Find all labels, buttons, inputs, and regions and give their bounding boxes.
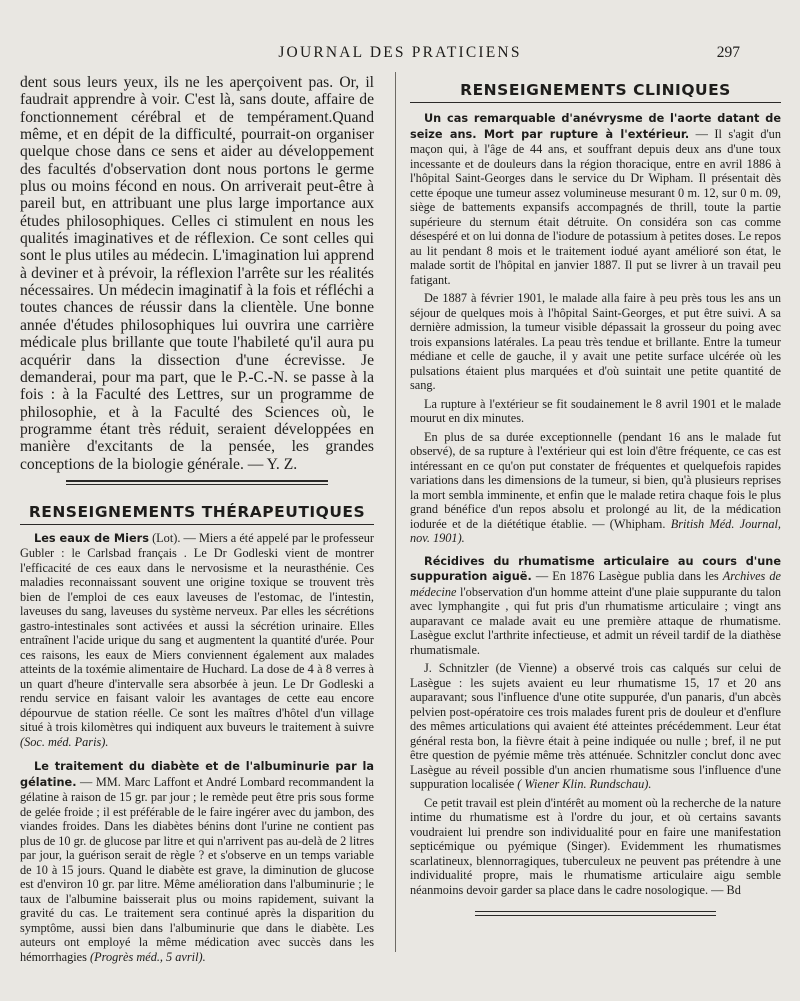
case1-paragraph (410, 430, 781, 546)
intro-paragraph: dent sous leurs yeux, ils ne les aperçoivent pas. Or, il faudrait apprendre à voir. C'est là, sans doute, affaire de fonctionnement cérébral et de tempérament.Quand même, et en dépit de la difficulté, pourrait-on organiser quelque chose dans ce sens et aider au développement des facultés d'observation dont nous portons le germe plus ou moins fécond en nous. On arriverait peut-être à pareil but, en attribuant une plus large importance aux études philosophiques. Celles ci stimulent en nous les qualités imaginatives et de réflexion. Ce sont celles qui sont le plus utiles au médecin. L'imagination lui apprend à deviner et à prévoir, la réflexion l'arrête sur les réalités nécessaires. Un médecin imaginatif à la fois et réfléchi a toutes chances de réussir dans la clientèle. Une bonne année d'études philosophiques lui ouvrira une carrière médicale plus brillante que toute l'habileté qu'il aura pu acquérir dans la dissection d'une écrevisse. Je demanderai, pour ma part, que le P.-C.-N. se passe à la fois : à la Faculté des Lettres, sur un programme de philosophie, et à la Faculté des Sciences où, le programme étant très réduit, seraient développées en manière d'excitants de la pensée, les grandes conceptions de la biologie générale. — Y. Z. (20, 74, 374, 473)
article-text: J. Schnitzler (de Vienne) a observé trois cas calqués sur celui de Lasègue : les sujets avaient eu leur rhumatisme 15, 17 et 20 ans auparavant; sous l'influence d'une otite suppurée, d'un panaris, d'un abcès pelvien post-opératoire ces trois malades furent pris de douleur et d'enflure des mêmes articulations qui avaient été atteintes précédemment. Leur état général resta bon, la fièvre était à peine indiquée ou nulle ; bref, il ne put être question de pyémie même très atténuée. Schnitzler conclut donc avec Lasègue au réveil possible d'un ancien rhumatisme sous l'influence d'une suppuration localisée (410, 661, 781, 791)
case2-intro (410, 554, 781, 658)
article-head: Récidives du rhumatisme articulaire au cours d'une suppuration aiguë. (410, 554, 781, 583)
article-source: ( Wiener Klin. Rundschau). (517, 777, 652, 791)
article-head: Les eaux de Miers (34, 531, 149, 545)
article-text: (Lot). — Miers a été appelé par le professeur Gubler : le Carlsbad français . Le Dr Godleski vient de montrer l'efficacité de ces eaux dans le nervosisme et la neurasthénie. Ces maladies reconnaissant souvent une origine toxique se trouvent très bien de l'emploi de ces eaux laveuses de l'estomac, de l'intestin, laveuses du sang, laveuses du système nerveux. Par elles les sécrétions gastro-intestinales sont activées et aussi la sécrétion urinaire. Elles entraînent l'acide urique du sang et augmentent la quantité d'urée. Pour ces raisons, les eaux de Miers conviennent également aux malades atteints de la toxémie alimentaire de Huchard. La dose de 4 à 8 verres à un quart d'heure d'intervalle sera absorbée à jeun. Le Dr Godleski a rendu service en faisant valoir les avantages de cette eau encore dépourvue de station réelle. Ce sont les maîtres d'hôtel d'un village situé à trois kilomètres qui indiquent aux buveurs le traitement à suivre (20, 530, 374, 735)
right-column (410, 74, 781, 916)
case1-paragraph: De 1887 à février 1901, le malade alla faire à peu près tous les ans un séjour de quelques mois à l'hôpital Saint-Georges, et put être suivi. A sa dernière admission, la tumeur visible dépassait la grosseur du poing avec trois expansions latérales. La peau très tendue et brillante. Entre la tumeur médiane et celle de gauche, il y avait une petite surface ulcérée où les pulsations étaient plus marquées et d'où suintait une petite quantité de sang. (410, 291, 781, 392)
section-divider (66, 480, 328, 485)
journal-title: JOURNAL DES PRATICIENS (278, 44, 522, 61)
article-head: Un cas remarquable d'anévrysme de l'aorte datant de seize ans. Mort par rupture à l'extérieur. (410, 112, 781, 141)
column-divider (395, 72, 396, 952)
case2-paragraph: Ce petit travail est plein d'intérêt au moment où la recherche de la nature intime du rhumatisme est à l'ordre du jour, et où certains savants voudraient lui prendre son individualité pour en faire une manifestation septicémique ou pyémique (Singer). Evidemment les rhumatismes scarlatineux, blennorragiques, tuberculeux ne peuvent pas prétendre à une individualité propre, mais le rhumatisme articulaire aigu semble néanmoins devoir garder sa place dans le cadre nosologique. — Bd (410, 795, 781, 897)
section-title-cliniques: RENSEIGNEMENTS CLINIQUES (410, 81, 781, 103)
article-gelatine (20, 759, 374, 964)
journal-reference: Archives de médecine (410, 569, 782, 599)
case1-intro (410, 111, 781, 287)
therapeutic-articles (20, 531, 374, 965)
case1-paragraph: La rupture à l'extérieur se fit soudainement le 8 avril 1901 et le malade mourut en dix minutes. (410, 396, 781, 425)
clinical-articles (410, 111, 781, 897)
case2-paragraph (410, 661, 781, 792)
running-head (0, 40, 800, 68)
end-rule (475, 911, 716, 916)
article-text: En plus de sa durée exceptionnelle (pendant 16 ans le malade fut observé), de sa rupture à l'extérieur qui est loin d'être fréquente, ce cas est intéressant en ce qu'on put constater de fréquentes et quelquefois rapides variations dans les dimensions de la tumeur, si bien, qu'à plusieurs reprises la mort sembla imminente, et enfin que le malade retira chaque fois le plus grand bénéfice d'un repos absolu et prolongé au lit, de la médication iodurée et de la diététique établie. — (Whipham. (410, 429, 781, 531)
page-number: 297 (716, 44, 740, 61)
article-source: (Progrès méd., 5 avril). (90, 949, 206, 964)
left-column (20, 74, 374, 964)
section-title-therapeutiques: RENSEIGNEMENTS THÉRAPEUTIQUES (20, 503, 374, 525)
article-miers (20, 531, 374, 750)
article-text: — En 1876 Lasègue publia dans les (531, 569, 723, 583)
article-text: — MM. Marc Laffont et André Lombard recommandent la gélatine à raison de 15 gr. par jour ; le remède peut être pris sous forme de gelée froide ; il est préférable de le faire ingérer avec du jambon, des viandes froides. Dans les diabètes bénins dont l'urine ne contient pas plus de 10 gr. de glucose par litre et qui n'arrivent pas au-delà de 2 litres par jour, la guérison serait de règle ? et s'observe en un temps variable de 10 à 15 jours. Quand le diabète est grave, la diminution de glucose est d'environ 10 gr. par litre. Même amélioration dans l'albuminurie ; le taux de l'albumine baisserait plus ou moins rapidement, suivant la gravité du cas. Le traitement sera continué après la disparition du symptôme, aussi bien dans l'albuminurie que dans le diabète. Les auteurs ont employé la même médication avec succès dans les hémorrhagies (20, 774, 374, 964)
article-head: Le traitement du diabète et de l'albuminurie par la gélatine. (20, 760, 374, 789)
article-text: l'observation d'un homme atteint d'une plaie suppurante du talon avec lymphangite , qui fut pris d'un rhumatisme articulaire ; vingt ans auparavant ce malade avait eu une première attaque de rhumatisme. Lasègue exclut l'arthrite infectieuse, et admit un réveil tardif de la diathèse rhumatismale. (410, 584, 781, 657)
article-source: British Méd. Journal, nov. 1901). (410, 516, 781, 545)
article-text: — Il s'agit d'un maçon qui, à l'âge de 44 ans, et souffrant depuis deux ans d'une toux incessante et de douleurs dans la région thoracique, entre en avril 1886 à l'hôpital Saint-Georges dans le service du Dr Wipham. Il présentait dès cette époque une tumeur assez volumineuse mesurant 0 m. 12, sur 0 m. 09, siège de battements expansifs accompagnés de thrill, toute la partie supérieure du sternum était détruite. On considéra son cas comme désespéré et on lui donna de l'iodure de potassium à petites doses. Le repos au lit pendant 8 mois et le traitement iodué ayant amélioré son état, le malade sortit de l'hôpital en janvier 1887. Il put se livrer à un travail peu fatigant. (410, 126, 781, 287)
article-source: (Soc. méd. Paris). (20, 734, 109, 749)
